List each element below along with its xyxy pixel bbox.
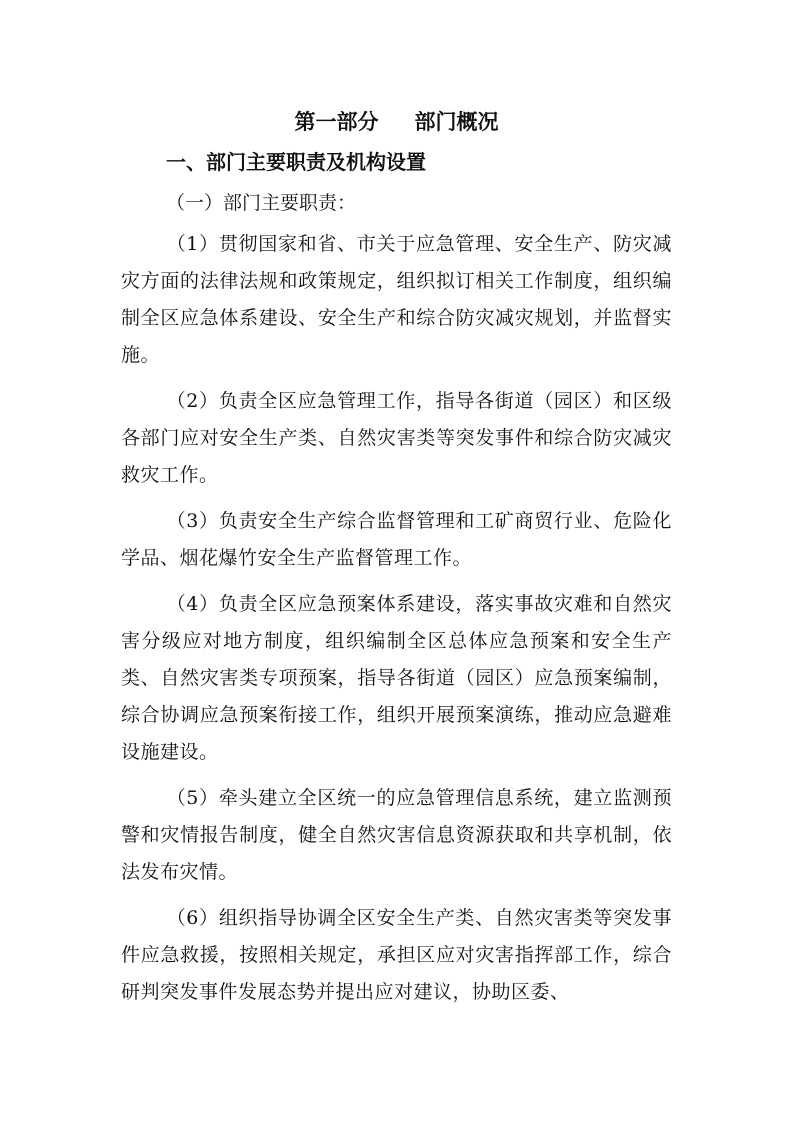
body-text [121, 226, 672, 1020]
duty-paragraph-6: （6）组织指导协调全区安全生产类、自然灾害类等突发事件应急救援，按照相关规定，承担区应对灾害指挥部工作，综合研判突发事件发展态势并提出应对建议，协助区委、 [121, 907, 672, 1003]
duty-paragraph-5: （5）牵头建立全区统一的应急管理信息系统，建立监测预警和灾情报告制度，健全自然灾害信息资源获取和共享机制，依法发布灾情。 [121, 787, 672, 883]
duty-paragraph-2: （2）负责全区应急管理工作，指导各街道（园区）和区级各部门应对安全生产类、自然灾害类等突发事件和综合防灾减灾救灾工作。 [121, 390, 672, 486]
part-name: 部门概况 [414, 110, 499, 134]
duty-paragraph-4: （4）负责全区应急预案体系建设，落实事故灾难和自然灾害分级应对地方制度，组织编制全区总体应急预案和安全生产类、自然灾害类专项预案，指导各街道（园区）应急预案编制，综合协调应急预案衔接工作，组织开展预案演练，推动应急避难设施建设。 [121, 593, 672, 763]
part-title [0, 106, 793, 138]
section-heading: 一、部门主要职责及机构设置 [166, 150, 426, 174]
sub-heading: （一）部门主要职责： [166, 192, 357, 214]
duty-paragraph-3: （3）负责安全生产综合监督管理和工矿商贸行业、危险化学品、烟花爆竹安全生产监督管理工作。 [121, 510, 672, 569]
duty-paragraph-1: （1）贯彻国家和省、市关于应急管理、安全生产、防灾减灾方面的法律法规和政策规定，组织拟订相关工作制度，组织编制全区应急体系建设、安全生产和综合防灾减灾规划，并监督实施。 [121, 233, 672, 366]
part-label: 第一部分 [294, 110, 379, 134]
